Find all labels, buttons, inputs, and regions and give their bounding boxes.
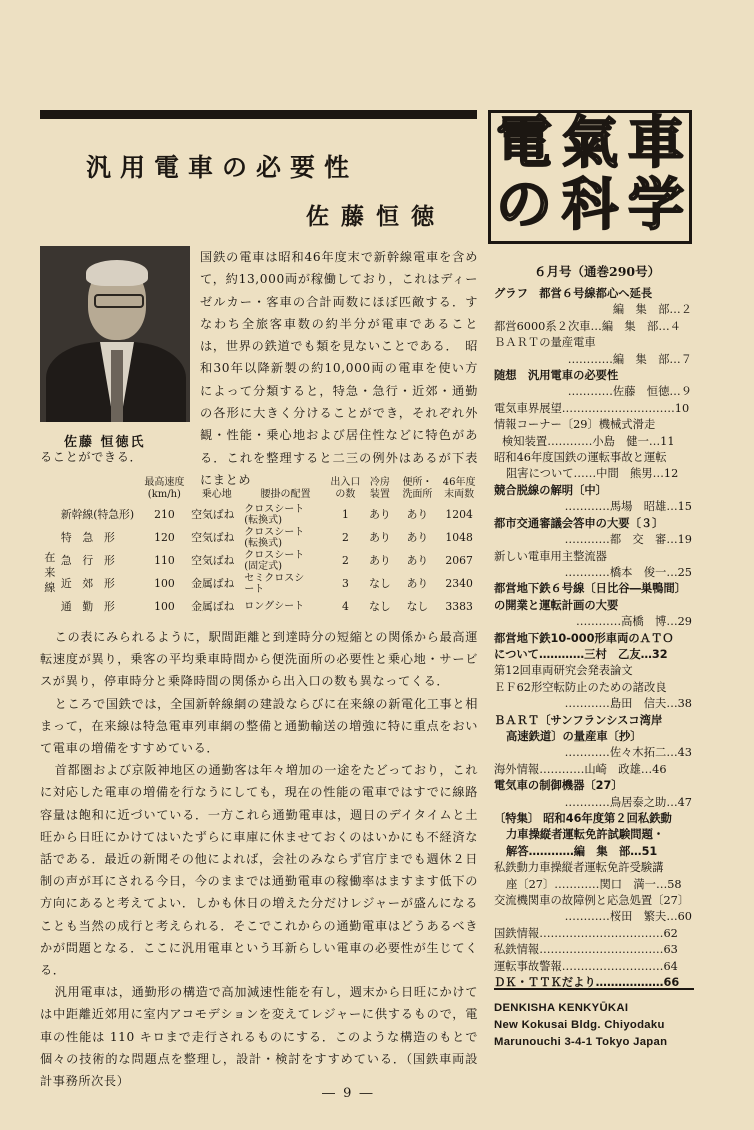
publisher-line: Marunouchi 3-4-1 Tokyo Japan bbox=[494, 1036, 668, 1048]
article-title: 汎用電車の必要性 bbox=[86, 153, 359, 182]
toc-entry: ＢＡＲＴの量産電車 bbox=[494, 336, 596, 350]
cell-speed: 120 bbox=[154, 531, 175, 544]
toc-entry: 私鉄情報……………………………63 bbox=[494, 943, 678, 957]
table-row bbox=[40, 572, 480, 595]
table-row bbox=[40, 503, 480, 526]
toc-entry: …………都 交 審…19 bbox=[564, 533, 692, 547]
cell-count: 2067 bbox=[445, 554, 473, 567]
publisher-line: DENKISHA KENKYŪKAI bbox=[494, 1002, 629, 1014]
toc-entry: 随想 汎用電車の必要性 bbox=[494, 369, 619, 383]
row-name: 急 行 形 bbox=[60, 554, 115, 567]
cell-wc: あり bbox=[406, 577, 429, 590]
toc-entry: 昭和46年度国鉄の運転事故と運転 bbox=[494, 451, 667, 465]
toc-entry: 都営6000系２次車…編 集 部…４ bbox=[494, 319, 681, 333]
toc-entry: 解答…………編 集 部…51 bbox=[506, 844, 658, 858]
logo-char: 学 bbox=[628, 173, 684, 238]
toc-entry: 競合脱線の解明〔中〕 bbox=[494, 483, 607, 497]
cell-ride: 金属ばね bbox=[191, 600, 235, 613]
table-row bbox=[40, 526, 480, 549]
toc-entry: について…………三村 乙友…32 bbox=[494, 647, 668, 661]
toc-entry: …………編 集 部…７ bbox=[567, 352, 692, 366]
table-row bbox=[40, 595, 480, 618]
col-aircon: 冷房 装置 bbox=[369, 477, 390, 500]
col-seat: 腰掛の配置 bbox=[260, 489, 311, 500]
top-rule bbox=[40, 110, 477, 119]
magazine-logo bbox=[488, 110, 692, 244]
cell-doors: 1 bbox=[341, 508, 349, 521]
row-name: 近 郊 形 bbox=[60, 577, 115, 590]
cell-seat: ロングシート bbox=[244, 601, 305, 612]
cell-seat: クロスシート (転換式) bbox=[244, 526, 305, 549]
toc-entry: 都営地下鉄６号線〔日比谷―巣鴨間〕 bbox=[494, 582, 687, 596]
col-doors: 出入口 の数 bbox=[330, 477, 361, 500]
toc-entry: グラフ 都営６号線都心へ延長 bbox=[494, 287, 653, 300]
row-name: 新幹線(特急形) bbox=[60, 508, 135, 521]
col-ride: 乗心地 bbox=[201, 489, 232, 500]
group-label: 在来線 bbox=[44, 550, 56, 594]
toc-entry: …………高橋 博…29 bbox=[575, 615, 692, 629]
cell-count: 3383 bbox=[445, 600, 473, 613]
toc-entry: …………橋本 俊一…25 bbox=[564, 565, 692, 579]
toc-entry: 都市交通審議会答申の大要〔３〕 bbox=[494, 516, 664, 530]
cell-doors: 2 bbox=[341, 554, 349, 567]
toc-entry: 検知装置…………小島 健一…11 bbox=[502, 434, 675, 448]
toc-entry: 海外情報…………山崎 政雄…46 bbox=[494, 762, 667, 776]
issue-number: ６月号（通巻290号） bbox=[534, 264, 661, 279]
paragraph: この表にみられるように，駅間距離と到達時分の短縮との関係から最高運転速度が異り，乗客の平均乗車時間から便洗面所の必要性と乗心地・サービスが異り，停車時分と乗降時間の関係から出入口の数も異なってくる． bbox=[40, 630, 478, 689]
toc-entry: …………佐藤 恒徳…９ bbox=[567, 385, 692, 399]
logo-char: 氣 bbox=[562, 111, 618, 176]
toc-entry: 情報コーナー〔29〕機械式滑走 bbox=[494, 418, 656, 432]
toc-entry: 〔特集〕 昭和46年度第２回私鉄動 bbox=[494, 812, 672, 825]
row-name: 通 勤 形 bbox=[60, 600, 115, 613]
toc-entry: 電気車界展望…………………………10 bbox=[494, 401, 690, 415]
toc-entry: 阻害について……中間 熊男…12 bbox=[506, 467, 679, 481]
paragraph: 首都圏および京阪神地区の通勤客は年々増加の一途をたどっており，これに対応した電車の増備を行なうにしても，現在の性能の電車ではすでに線路容量は飽和に近づいている．一方これら通勤電車は，週日のデイタイムと土旺から日旺にかけてはいたずらに車庫に休ませておくのはいかにも不経済な話である．最近の新聞その他によれば，会社のみならず官庁までも週休２日制の声が耳にされる今日，今のままでは通勤電車の稼働率はますます低下の方向にあると考えてよい．しかも休日の増えた分だけレジャーが盛んになることも当然の成行と考えられる．そこでこれからの通勤電車はどうあるべきかが問題となる．ここに汎用電車という耳新らしい電車の必要性が生じてくる． bbox=[40, 763, 478, 978]
cell-speed: 210 bbox=[154, 508, 175, 521]
cell-ride: 空気ばね bbox=[191, 554, 235, 567]
publisher-line: New Kokusai Bldg. Chiyodaku bbox=[494, 1019, 665, 1031]
cell-ac: あり bbox=[369, 554, 391, 567]
toc-entry: …………鳥居泰之助…47 bbox=[564, 795, 692, 809]
logo-char: 電 bbox=[496, 111, 552, 176]
cell-speed: 100 bbox=[154, 577, 175, 590]
cell-ride: 空気ばね bbox=[191, 531, 235, 544]
toc-entry: 運転事故警報………………………64 bbox=[494, 959, 678, 973]
toc-entry: …………桜田 繁夫…60 bbox=[564, 910, 692, 924]
toc-entry: 私鉄動力車操縦者運転免許受験講 bbox=[494, 861, 664, 875]
cell-ac: なし bbox=[369, 600, 391, 613]
toc-entry: ＥＦ62形空転防止のための諸改良 bbox=[494, 680, 667, 694]
paragraph: 汎用電車は，通勤形の構造で高加減速性能を有し，週末から日旺にかけては中距離近郊用に室内アコモデションを変えてレジャーに供するもので，電車の性能は 110 キロまで走行されるものにする．このような構造のもとで個々の技術的な問題点を整理し，設計・検討をすすめている．（国鉄車両設計事務所次長） bbox=[40, 985, 478, 1089]
cell-speed: 100 bbox=[154, 600, 175, 613]
toc-entry: …………島田 信夫…38 bbox=[564, 697, 692, 711]
table-of-contents bbox=[494, 286, 694, 991]
cell-speed: 110 bbox=[154, 554, 175, 567]
toc-entry: の開業と運転計画の大要 bbox=[494, 598, 619, 612]
table-header-row bbox=[40, 475, 480, 503]
cell-count: 1204 bbox=[445, 508, 473, 521]
cell-doors: 2 bbox=[341, 531, 349, 544]
logo-char: 車 bbox=[628, 111, 684, 176]
cell-ac: なし bbox=[369, 577, 391, 590]
toc-entry: 第12回車両研究会発表論文 bbox=[494, 664, 633, 678]
cell-doors: 3 bbox=[341, 577, 349, 590]
col-max-speed: 最高速度 (km/h) bbox=[144, 477, 185, 500]
cell-ac: あり bbox=[369, 531, 391, 544]
toc-entry: 新しい電車用主整流器 bbox=[494, 549, 607, 563]
cell-seat: クロスシート (転換式) bbox=[244, 503, 305, 526]
cell-doors: 4 bbox=[341, 600, 349, 613]
photo-caption: 佐藤 恒徳氏 bbox=[64, 435, 146, 450]
toc-entry: …………佐々木拓二…43 bbox=[564, 746, 692, 760]
page-number: ― 9 ― bbox=[322, 1086, 375, 1101]
row-name: 特 急 形 bbox=[60, 531, 115, 544]
toc-entry: 交流機関車の故障例と応急処置〔27〕 bbox=[494, 894, 690, 908]
toc-entry: 力車操縦者運転免許試験問題・ bbox=[506, 828, 665, 842]
logo-char: の bbox=[496, 173, 552, 238]
cell-wc: あり bbox=[406, 531, 429, 544]
publisher-address bbox=[494, 988, 694, 1051]
cell-wc: あり bbox=[406, 554, 429, 567]
toc-entry: 座〔27〕…………関口 満一…58 bbox=[506, 877, 682, 891]
cell-ride: 空気ばね bbox=[191, 508, 235, 521]
cell-count: 1048 bbox=[445, 531, 473, 544]
toc-entry: …………馬場 昭雄…15 bbox=[564, 500, 692, 514]
cell-count: 2340 bbox=[445, 577, 473, 590]
logo-char: 科 bbox=[562, 173, 618, 238]
col-count: 46年度 末両数 bbox=[442, 477, 476, 500]
toc-entry: 都営地下鉄10-000形車両のＡＴＯ bbox=[494, 631, 674, 645]
paragraph: ところで国鉄では，全国新幹線網の建設ならびに在来線の新電化工事と相まって，在来線は特急電車列車網の整備と通勤輸送の増強に特に重点をおいて電車の増備をすすめている． bbox=[40, 696, 478, 756]
article-body bbox=[40, 626, 478, 1092]
train-type-table bbox=[40, 475, 480, 618]
col-toilet: 便所・ 洗面所 bbox=[402, 477, 433, 500]
toc-entry: 国鉄情報……………………………62 bbox=[494, 926, 678, 940]
intro-text: 国鉄の電車は昭和46年度末で新幹線電車を含めて，約13,000両が稼働しており，これはディーゼルカー・客車の合計両数にほぼ匹敵する．すなわち全旅客車数の約半分が電車であることは，世界の鉄道でも類を見ないことである． 昭和30年以降新製の約10,000両の電車を使い方によって分類すると，特急・急行・近郊・通勤の各形に大きく分けることができ，それぞれ外観・性能・乗心地および居住性などに特色がある．これを整理すると二三の例外はあるが下表にまとめ bbox=[200, 250, 478, 487]
cell-ac: あり bbox=[369, 508, 391, 521]
toc-entry: ＢＡＲＴ〔サンフランシスコ湾岸 bbox=[494, 713, 663, 727]
cell-wc: あり bbox=[406, 508, 429, 521]
cell-wc: なし bbox=[406, 600, 429, 613]
toc-entry: 編 集 部…２ bbox=[612, 303, 692, 317]
table-row bbox=[40, 549, 480, 572]
author-name: 佐藤恒徳 bbox=[306, 203, 446, 230]
toc-entry: ＤＫ・ＴＴＫだより………………66 bbox=[494, 976, 680, 990]
cell-seat: セミクロスシ ート bbox=[244, 572, 305, 595]
cell-ride: 金属ばね bbox=[191, 577, 235, 590]
cell-seat: クロスシート (固定式) bbox=[244, 549, 305, 572]
intro-text-tail: ることができる． bbox=[40, 450, 143, 464]
author-photo bbox=[40, 246, 190, 422]
toc-entry: 電気車の制御機器〔27〕 bbox=[494, 779, 623, 793]
toc-entry: 高速鉄道〕の量産車〔抄〕 bbox=[506, 729, 642, 743]
